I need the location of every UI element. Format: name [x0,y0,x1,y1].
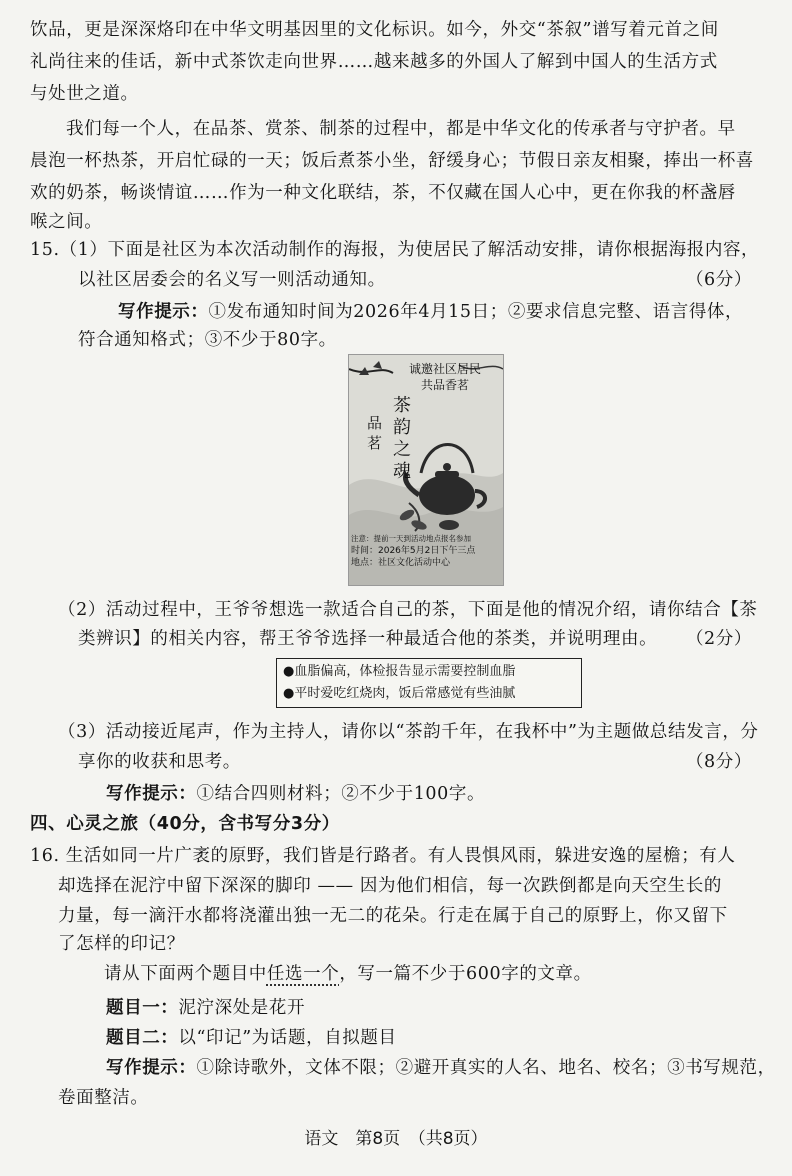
q15-tip3 [106,780,485,809]
q16-instruction-c: ，写一篇不少于600字的文章。 [339,964,592,984]
poster-vertical-title: 茶韵之魂 [393,395,411,482]
intro-p2-line-1: 我们每一个人，在品茶、赏茶、制茶的过程中，都是中华文化的传承者与守护者。早 [66,119,736,139]
q16-line-1: 16. 生活如同一片广袤的原野，我们皆是行路者。有人畏惧风雨，躲进安逸的屋檐；有人 [30,846,736,866]
q15-part3-line-1: （3）活动接近尾声，作为主持人，请你以“茶韵千年，在我杯中”为主题做总结发言，分 [58,722,759,742]
info-item-2: ●平时爱吃红烧肉，饭后常感觉有些油腻 [283,686,516,701]
page-footer: 语文 第8页 （共8页） [304,1129,488,1149]
poster-title-line-2: 共品香茗 [420,378,469,392]
q15-part1-line-1: 15.（1）下面是社区为本次活动制作的海报，为使居民了解活动安排，请你根据海报内容， [30,240,760,260]
q15-tip3-text: ①结合四则材料；②不少于100字。 [196,784,486,804]
q16-instruction [104,960,592,989]
q15-part1-score: （6分） [685,270,752,290]
q15-part2-line-2: 类辨识】的相关内容，帮王爷爷选择一种最适合他的茶类，并说明理由。 [78,629,658,649]
poster-time: 时间：2026年5月2日下午三点 [351,546,476,556]
q15-tip1-label: 写作提示： [118,302,209,322]
q15-part1-line-2: 以社区居委会的名义写一则活动通知。 [78,270,386,290]
q16-line-2: 却选择在泥泞中留下深深的脚印 —— 因为他们相信，每一次跌倒都是向天空生长的 [58,876,722,896]
poster-title [395,361,495,393]
q15-tip1-line-2: 符合通知格式；③不少于80字。 [78,330,337,350]
poster-note: 注意：提前一天到活动地点报名参加 [351,534,471,543]
info-item-1: ●血脂偏高，体检报告显示需要控制血脂 [283,664,516,679]
q16-topic-1 [106,994,305,1023]
intro-line-2: 礼尚往来的佳话，新中式茶饮走向世界……越来越多的外国人了解到中国人的生活方式 [30,52,718,72]
q16-topic-1-label: 题目一： [106,998,179,1018]
q15-part2-score: （2分） [685,629,752,649]
q16-instruction-a: 请从下面两个题目中 [104,964,267,984]
grandpa-info-box [276,658,582,708]
q16-tip-label: 写作提示： [106,1058,197,1078]
q15-tip1-text: ①发布通知时间为2026年4月15日；②要求信息完整、语言得体， [208,302,744,322]
q15-tip1 [118,298,743,327]
q15-part2-line-1: （2）活动过程中，王爷爷想选一款适合自己的茶，下面是他的情况介绍，请你结合【茶 [58,600,758,620]
intro-p2-line-3: 欢的奶茶，畅谈情谊……作为一种文化联结，茶，不仅藏在国人心中，更在你我的杯盏唇 [30,183,736,203]
q16-tip-text: ①除诗歌外，文体不限；②避开真实的人名、地名、校名；③书写规范， [196,1058,776,1078]
section-4-heading: 四、心灵之旅（40分，含书写分3分） [30,814,340,834]
poster-title-line-1: 诚邀社区居民 [408,362,481,376]
poster-vertical-subtitle: 品茗 [367,414,383,452]
q16-instruction-emphasis: 任选一个 [266,964,340,984]
intro-line-1: 饮品，更是深深烙印在中华文明基因里的文化标识。如今，外交“茶叙”谱写着元首之间 [30,20,719,40]
q16-topic-2-label: 题目二： [106,1028,179,1048]
poster-details [351,533,501,569]
q16-topic-2 [106,1024,397,1053]
q15-tip3-label: 写作提示： [106,784,197,804]
q16-line-3: 力量，每一滴汗水都将浇灌出独一无二的花朵。行走在属于自己的原野上，你又留下 [58,906,728,926]
q16-tip [106,1054,776,1083]
q15-part3-score: （8分） [685,752,752,772]
intro-line-3: 与处世之道。 [30,84,139,104]
q16-topic-1-text: 泥泞深处是花开 [178,998,306,1018]
poster-place: 地点：社区文化活动中心 [351,558,451,568]
activity-poster [348,354,504,586]
q15-part3-line-2: 享你的收获和思考。 [78,752,241,772]
intro-p2-line-4: 喉之间。 [30,212,103,232]
q16-line-4: 了怎样的印记？ [58,934,185,954]
intro-p2-line-2: 晨泡一杯热茶，开启忙碌的一天；饭后煮茶小坐，舒缓身心；节假日亲友相聚，捧出一杯喜 [30,151,754,171]
q16-tip-line-2: 卷面整洁。 [58,1088,149,1108]
q16-topic-2-text: 以“印记”为话题，自拟题目 [178,1028,397,1048]
